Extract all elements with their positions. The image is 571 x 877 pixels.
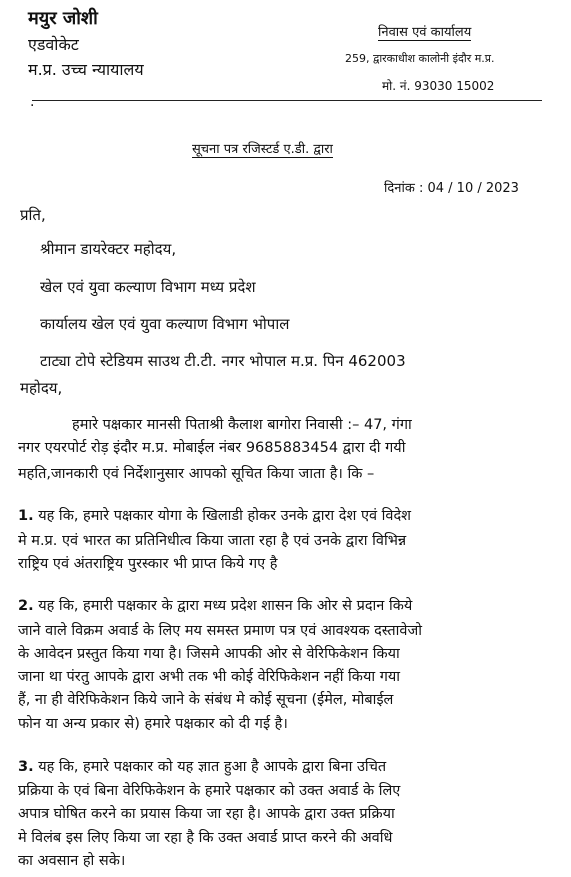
point-3-line: [18, 756, 386, 776]
point-number: 2.: [18, 598, 34, 614]
point-2-line: हैं, ना ही वेरिफिकेशन किये जाने के संबंध मे कोई सूचना (ईमेल, मोबाईल: [18, 692, 394, 708]
point-text: यह कि, हमारी पक्षकार के द्वारा मध्य प्रदेश शासन कि ओर से प्रदान किये: [33, 598, 413, 614]
point-1-line: राष्ट्रिय एवं अंतराष्ट्रिय पुरस्कार भी प्राप्त किये गए है: [18, 556, 278, 572]
advocate-name: मयुर जोशी: [28, 8, 98, 29]
header-dot: .: [30, 94, 35, 110]
intro-line: महति,जानकारी एवं निर्देशानुसार आपको सूचित किया जाता है। कि –: [18, 466, 375, 482]
header-divider: [32, 100, 542, 101]
point-text: यह कि, हमारे पक्षकार को यह ज्ञात हुआ है आपके द्वारा बिना उचित: [33, 759, 387, 775]
prati-label: प्रति,: [20, 206, 46, 224]
intro-line: हमारे पक्षकार मानसी पिताश्री कैलाश बागोरा निवासी :– 47, गंगा: [72, 417, 412, 433]
point-3-line: अपात्र घोषित करने का प्रयास किया जा रहा है। आपके द्वारा उक्त प्रक्रिया: [18, 806, 395, 822]
recipient-line: टाट्या टोपे स्टेडियम साउथ टी.टी. नगर भोपाल म.प्र. पिन 462003: [40, 352, 406, 370]
point-1-line: मे म.प्र. एवं भारत का प्रतिनिधीत्व किया जाता रहा है एवं उनके द्वारा विभिन्न: [18, 533, 407, 549]
point-3-line: प्रक्रिया के एवं बिना वेरिफिकेशन के हमारे पक्षकार को उक्त अवार्ड के लिए: [18, 783, 401, 799]
point-1-line: [18, 505, 411, 525]
point-2-line: [18, 595, 412, 615]
office-title: निवास एवं कार्यालय: [378, 22, 471, 41]
point-2-line: के आवेदन प्रस्तुत किया गया है। जिसमे आपकी ओर से वेरिफिकेशन किया: [18, 646, 400, 662]
office-phone: मो. नं. 93030 15002: [382, 79, 495, 93]
point-2-line: जाना था पंरतु आपके द्वारा अभी तक भी कोई वेरिफिकेशन नहीं किया गया: [18, 669, 401, 685]
court-name: म.प्र. उच्च न्यायालय: [28, 60, 144, 79]
point-3-line: का अवसान हो सके।: [18, 853, 126, 869]
recipient-line: श्रीमान डायरेक्टर महोदय,: [40, 240, 177, 258]
salutation: महोदय,: [20, 379, 63, 397]
letter-date: दिनांक : 04 / 10 / 2023: [384, 181, 519, 196]
intro-line: नगर एयरपोर्ट रोड़ इंदौर म.प्र. मोबाईल नंबर 9685883454 द्वारा दी गयी: [18, 440, 406, 456]
recipient-line: खेल एवं युवा कल्याण विभाग मध्य प्रदेश: [40, 278, 256, 296]
point-2-line: फोन या अन्य प्रकार से) हमारे पक्षकार को दी गई है।: [18, 716, 288, 732]
recipient-line: कार्यालय खेल एवं युवा कल्याण विभाग भोपाल: [40, 315, 290, 333]
advocate-designation: एडवोकेट: [28, 35, 79, 54]
point-text: यह कि, हमारे पक्षकार योगा के खिलाडी होकर उनके द्वारा देश एवं विदेश: [33, 508, 412, 524]
point-3-line: मे विलंब इस लिए किया जा रहा है कि उक्त अवार्ड प्राप्त करने की अवधि: [18, 830, 393, 846]
letter-subject: सूचना पत्र रजिस्टर्ड ए.डी. द्वारा: [192, 139, 333, 158]
office-address: 259, द्वारकाधीश कालोनी इंदौर म.प्र.: [345, 52, 495, 65]
point-number: 1.: [18, 508, 34, 524]
point-2-line: जाने वाले विक्रम अवार्ड के लिए मय समस्त प्रमाण पत्र एवं आवश्यक दस्तावेजो: [18, 623, 423, 639]
point-number: 3.: [18, 759, 34, 775]
